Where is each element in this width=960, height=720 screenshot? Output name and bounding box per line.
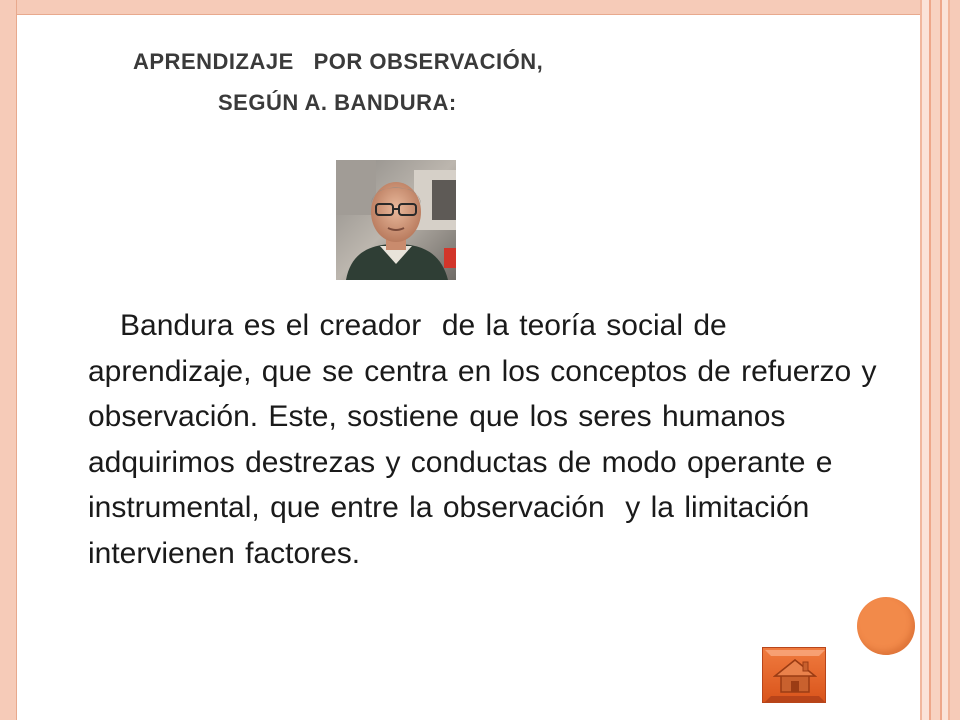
body-paragraph [88, 303, 887, 576]
orange-circle-decoration [857, 597, 915, 655]
frame-top-border [0, 0, 960, 14]
home-icon [763, 648, 827, 704]
bandura-portrait-photo [336, 160, 456, 280]
title-line-2: SEGÚN A. BANDURA: [218, 90, 457, 116]
right-stripes-decoration [920, 0, 960, 720]
frame-left-border [0, 0, 17, 720]
home-button[interactable] [762, 647, 826, 703]
body-paragraph-text: Bandura es el creador de la teoría social de aprendizaje, que se centra en los conceptos de refuerzo y observación. Este, sostiene que los seres humanos adquirimos destrezas y conductas de modo operante e instrumental, que entre la observación y la limitación intervienen factores. [88, 309, 887, 570]
title-line-1: APRENDIZAJE POR OBSERVACIÓN, [133, 49, 544, 74]
slide-title [133, 50, 543, 115]
